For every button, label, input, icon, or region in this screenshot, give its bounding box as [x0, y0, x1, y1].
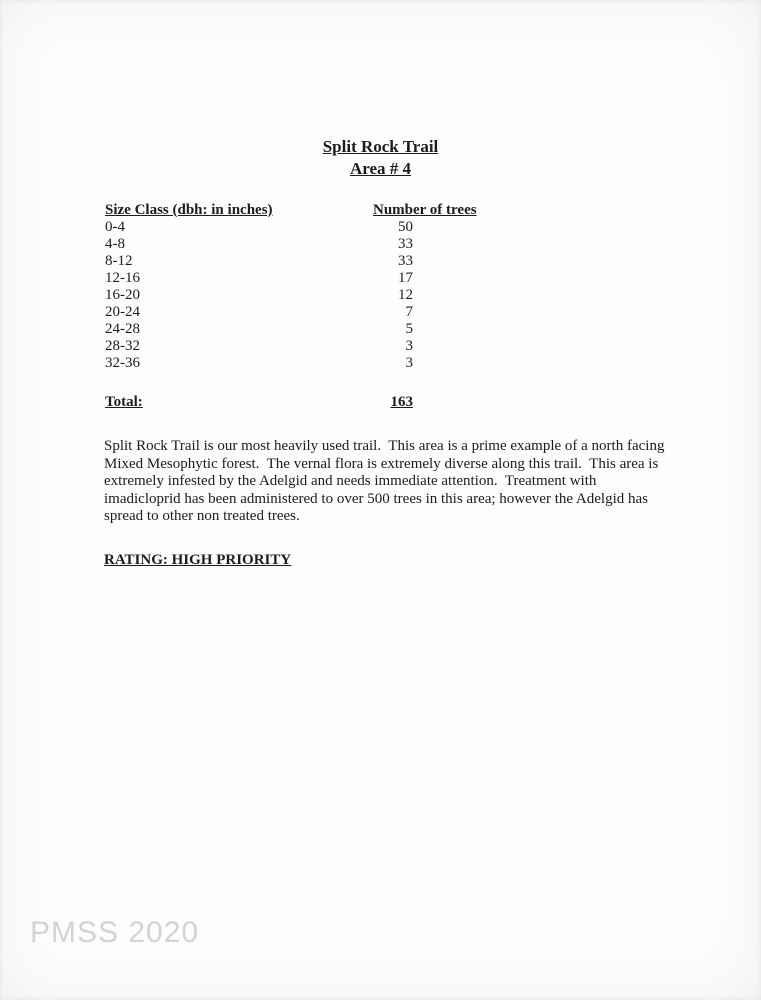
table-row — [105, 304, 477, 321]
tree-count-cell: 17 — [398, 270, 413, 286]
size-class-cell: 0-4 — [105, 219, 125, 235]
table-row — [105, 355, 477, 372]
rating-line: RATING: HIGH PRIORITY — [104, 552, 292, 568]
size-class-cell: 24-28 — [105, 321, 140, 337]
table-total-row — [105, 394, 477, 411]
tree-count-cell: 7 — [405, 304, 413, 320]
table-row — [105, 287, 477, 304]
document-subtitle: Area # 4 — [349, 159, 412, 178]
tree-count-cell: 12 — [398, 287, 413, 303]
total-label: Total: — [105, 394, 143, 410]
table-row — [105, 253, 477, 270]
column-header-size-class: Size Class (dbh: in inches) — [105, 202, 273, 218]
tree-count-cell: 33 — [398, 236, 413, 252]
watermark: PMSS 2020 — [30, 916, 200, 949]
column-header-number-of-trees: Number of trees — [373, 202, 477, 218]
size-class-cell: 20-24 — [105, 304, 140, 320]
table-header-row — [105, 202, 477, 219]
tree-count-cell: 5 — [405, 321, 413, 337]
size-class-cell: 12-16 — [105, 270, 140, 286]
table-row — [105, 321, 477, 338]
size-class-cell: 8-12 — [105, 253, 133, 269]
size-class-cell: 28-32 — [105, 338, 140, 354]
table-row — [105, 338, 477, 355]
size-class-table — [105, 202, 477, 411]
table-row — [105, 219, 477, 236]
size-class-cell: 4-8 — [105, 236, 125, 252]
table-row — [105, 236, 477, 253]
document-title-block — [0, 136, 761, 180]
tree-count-cell: 3 — [405, 338, 413, 354]
table-row — [105, 270, 477, 287]
document-title: Split Rock Trail — [322, 137, 439, 156]
tree-count-cell: 50 — [398, 219, 413, 235]
tree-count-cell: 33 — [398, 253, 413, 269]
description-paragraph: Split Rock Trail is our most heavily used trail. This area is a prime example of a north facing Mixed Mesophytic forest. The vernal flora is extremely diverse along this trail. This area is extremely infested by the Adelgid and needs immediate attention. Treatment with imadicloprid has been administered to over 500 trees in this area; however the Adelgid has spread to other non treated trees. — [104, 438, 669, 525]
tree-count-cell: 3 — [405, 355, 413, 371]
total-value: 163 — [390, 394, 413, 410]
size-class-cell: 32-36 — [105, 355, 140, 371]
size-class-cell: 16-20 — [105, 287, 140, 303]
